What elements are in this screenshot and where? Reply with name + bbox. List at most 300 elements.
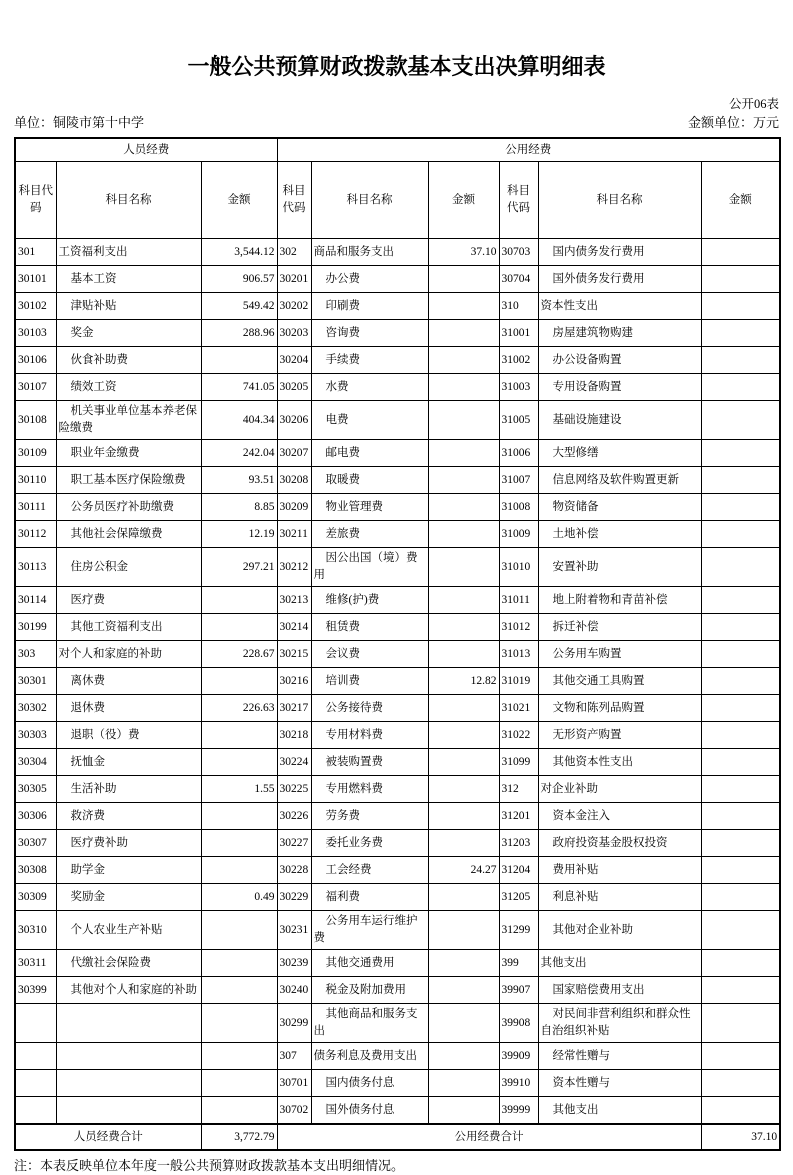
name-cell: 地上附着物和青苗补偿 (538, 587, 701, 614)
code-cell: 30701 (277, 1070, 311, 1097)
amount-cell: 3,544.12 (201, 239, 277, 266)
amount-cell (201, 1097, 277, 1125)
name-cell: 其他对企业补助 (538, 911, 701, 950)
table-row (15, 749, 780, 776)
name-cell: 津贴补贴 (56, 293, 201, 320)
name-cell: 文物和陈列品购置 (538, 695, 701, 722)
code-cell: 31008 (499, 494, 538, 521)
name-cell: 专用材料费 (311, 722, 428, 749)
name-cell: 代缴社会保险费 (56, 950, 201, 977)
name-cell: 其他交通工具购置 (538, 668, 701, 695)
name-cell: 因公出国（境）费用 (311, 548, 428, 587)
name-cell (56, 1043, 201, 1070)
amount-cell (428, 347, 499, 374)
name-cell (56, 1070, 201, 1097)
amount-cell (701, 830, 780, 857)
amount-cell (201, 1070, 277, 1097)
name-cell: 绩效工资 (56, 374, 201, 401)
name-cell: 商品和服务支出 (311, 239, 428, 266)
amount-cell (428, 374, 499, 401)
code-cell: 30227 (277, 830, 311, 857)
name-cell: 租赁费 (311, 614, 428, 641)
amount-cell (201, 347, 277, 374)
code-cell: 30301 (15, 668, 56, 695)
name-cell: 无形资产购置 (538, 722, 701, 749)
table-row (15, 695, 780, 722)
code-cell: 30702 (277, 1097, 311, 1125)
table-row (15, 1097, 780, 1125)
name-cell: 对个人和家庭的补助 (56, 641, 201, 668)
amount-cell (701, 695, 780, 722)
amount-header: 金额 (428, 162, 499, 239)
amount-cell: 288.96 (201, 320, 277, 347)
name-cell: 工会经费 (311, 857, 428, 884)
amount-cell (701, 614, 780, 641)
name-cell: 生活补助 (56, 776, 201, 803)
code-cell: 30226 (277, 803, 311, 830)
amount-cell (428, 494, 499, 521)
name-cell: 公务员医疗补助缴费 (56, 494, 201, 521)
code-cell: 30307 (15, 830, 56, 857)
amount-cell (701, 641, 780, 668)
totals-row (15, 1124, 780, 1150)
name-cell: 物业管理费 (311, 494, 428, 521)
table-row (15, 776, 780, 803)
code-cell: 30205 (277, 374, 311, 401)
name-cell: 职工基本医疗保险缴费 (56, 467, 201, 494)
code-cell: 30306 (15, 803, 56, 830)
name-cell: 税金及附加费用 (311, 977, 428, 1004)
amount-cell (428, 911, 499, 950)
table-row (15, 440, 780, 467)
amount-cell (701, 467, 780, 494)
name-cell: 土地补偿 (538, 521, 701, 548)
table-row (15, 467, 780, 494)
amount-unit-label: 金额单位：万元 (687, 115, 779, 130)
code-cell: 312 (499, 776, 538, 803)
name-cell: 其他支出 (538, 950, 701, 977)
table-body (15, 239, 780, 1125)
table-row (15, 494, 780, 521)
name-cell: 被装购置费 (311, 749, 428, 776)
code-cell: 39999 (499, 1097, 538, 1125)
code-cell: 39909 (499, 1043, 538, 1070)
amount-cell: 404.34 (201, 401, 277, 440)
name-cell: 拆迁补偿 (538, 614, 701, 641)
table-row (15, 950, 780, 977)
amount-cell (428, 830, 499, 857)
amount-cell (428, 1004, 499, 1043)
amount-cell (701, 494, 780, 521)
name-cell (56, 1004, 201, 1043)
amount-cell (701, 857, 780, 884)
name-cell: 大型修缮 (538, 440, 701, 467)
table-row (15, 977, 780, 1004)
amount-cell (428, 1070, 499, 1097)
amount-cell: 0.49 (201, 884, 277, 911)
code-cell: 31001 (499, 320, 538, 347)
name-cell: 办公设备购置 (538, 347, 701, 374)
code-cell: 30225 (277, 776, 311, 803)
code-cell (15, 1097, 56, 1125)
code-cell: 307 (277, 1043, 311, 1070)
amount-header: 金额 (701, 162, 780, 239)
amount-cell (701, 1070, 780, 1097)
amount-cell (701, 320, 780, 347)
amount-cell (701, 803, 780, 830)
code-cell: 30228 (277, 857, 311, 884)
name-cell: 住房公积金 (56, 548, 201, 587)
amount-cell (701, 668, 780, 695)
amount-cell (201, 1043, 277, 1070)
amount-cell (428, 587, 499, 614)
name-cell: 水费 (311, 374, 428, 401)
code-cell: 30308 (15, 857, 56, 884)
code-cell: 30202 (277, 293, 311, 320)
code-cell: 30299 (277, 1004, 311, 1043)
code-cell: 303 (15, 641, 56, 668)
name-cell: 维修(护)费 (311, 587, 428, 614)
public-group-header: 公用经费 (277, 138, 780, 162)
amount-cell (701, 950, 780, 977)
name-cell: 印刷费 (311, 293, 428, 320)
table-row (15, 374, 780, 401)
table-row (15, 614, 780, 641)
public-total-label: 公用经费合计 (277, 1124, 701, 1150)
name-cell: 利息补贴 (538, 884, 701, 911)
name-cell: 劳务费 (311, 803, 428, 830)
name-cell: 退休费 (56, 695, 201, 722)
amount-cell (701, 722, 780, 749)
code-cell: 31204 (499, 857, 538, 884)
name-cell: 国内债务付息 (311, 1070, 428, 1097)
name-cell: 奖金 (56, 320, 201, 347)
table-row (15, 347, 780, 374)
name-cell: 工资福利支出 (56, 239, 201, 266)
code-cell: 310 (499, 293, 538, 320)
name-cell: 国外债务发行费用 (538, 266, 701, 293)
name-cell: 救济费 (56, 803, 201, 830)
amount-cell: 906.57 (201, 266, 277, 293)
code-cell: 30211 (277, 521, 311, 548)
code-cell: 399 (499, 950, 538, 977)
table-row (15, 548, 780, 587)
code-cell: 30114 (15, 587, 56, 614)
name-cell: 培训费 (311, 668, 428, 695)
name-cell: 医疗费补助 (56, 830, 201, 857)
table-row (15, 884, 780, 911)
table-row (15, 857, 780, 884)
name-cell: 资本金注入 (538, 803, 701, 830)
code-cell: 30239 (277, 950, 311, 977)
amount-cell (428, 977, 499, 1004)
amount-cell (428, 722, 499, 749)
code-cell: 30216 (277, 668, 311, 695)
name-cell: 对民间非营利组织和群众性自治组织补贴 (538, 1004, 701, 1043)
code-cell: 31013 (499, 641, 538, 668)
name-cell: 个人农业生产补贴 (56, 911, 201, 950)
amount-cell (428, 1097, 499, 1125)
name-cell: 房屋建筑物购建 (538, 320, 701, 347)
amount-header: 金额 (201, 162, 277, 239)
code-cell: 30109 (15, 440, 56, 467)
name-cell: 退职（役）费 (56, 722, 201, 749)
name-cell: 取暖费 (311, 467, 428, 494)
name-header: 科目名称 (538, 162, 701, 239)
code-cell: 30304 (15, 749, 56, 776)
name-cell: 职业年金缴费 (56, 440, 201, 467)
amount-cell (428, 695, 499, 722)
code-cell: 31205 (499, 884, 538, 911)
name-cell: 经常性赠与 (538, 1043, 701, 1070)
amount-cell (701, 293, 780, 320)
code-header: 科目代码 (277, 162, 311, 239)
code-cell (15, 1070, 56, 1097)
amount-cell: 93.51 (201, 467, 277, 494)
code-cell: 31021 (499, 695, 538, 722)
code-cell: 30217 (277, 695, 311, 722)
meta-row (14, 114, 779, 131)
name-cell: 安置补助 (538, 548, 701, 587)
amount-cell: 228.67 (201, 641, 277, 668)
name-cell: 政府投资基金股权投资 (538, 830, 701, 857)
amount-cell (428, 293, 499, 320)
name-cell: 专用设备购置 (538, 374, 701, 401)
code-cell: 39910 (499, 1070, 538, 1097)
code-cell: 31022 (499, 722, 538, 749)
amount-cell (701, 548, 780, 587)
name-cell: 办公费 (311, 266, 428, 293)
code-cell: 31099 (499, 749, 538, 776)
amount-cell: 24.27 (428, 857, 499, 884)
name-cell: 委托业务费 (311, 830, 428, 857)
amount-cell (428, 401, 499, 440)
table-row (15, 1043, 780, 1070)
code-cell: 30703 (499, 239, 538, 266)
name-cell: 其他交通费用 (311, 950, 428, 977)
name-cell: 邮电费 (311, 440, 428, 467)
amount-cell (428, 803, 499, 830)
code-cell: 30218 (277, 722, 311, 749)
amount-cell: 741.05 (201, 374, 277, 401)
amount-cell (701, 776, 780, 803)
amount-cell (428, 521, 499, 548)
name-cell: 对企业补助 (538, 776, 701, 803)
code-cell: 30240 (277, 977, 311, 1004)
budget-table (14, 137, 781, 1151)
code-header: 科目代码 (15, 162, 56, 239)
table-row (15, 320, 780, 347)
amount-cell: 549.42 (201, 293, 277, 320)
name-cell: 其他资本性支出 (538, 749, 701, 776)
code-cell: 31299 (499, 911, 538, 950)
code-cell: 30213 (277, 587, 311, 614)
code-cell: 31019 (499, 668, 538, 695)
code-header: 科目代码 (499, 162, 538, 239)
amount-cell: 226.63 (201, 695, 277, 722)
code-cell: 30206 (277, 401, 311, 440)
code-cell: 30102 (15, 293, 56, 320)
code-cell: 31006 (499, 440, 538, 467)
amount-cell (428, 614, 499, 641)
amount-cell (201, 977, 277, 1004)
code-cell: 30111 (15, 494, 56, 521)
code-cell: 30204 (277, 347, 311, 374)
amount-cell (701, 587, 780, 614)
amount-cell (428, 950, 499, 977)
amount-cell (701, 440, 780, 467)
name-header: 科目名称 (56, 162, 201, 239)
amount-cell (701, 1043, 780, 1070)
name-cell: 信息网络及软件购置更新 (538, 467, 701, 494)
code-cell: 30399 (15, 977, 56, 1004)
name-cell: 咨询费 (311, 320, 428, 347)
table-id-label: 公开06表 (728, 97, 779, 111)
name-cell: 物资储备 (538, 494, 701, 521)
column-header-row (15, 162, 780, 239)
name-cell: 其他工资福利支出 (56, 614, 201, 641)
amount-cell (428, 641, 499, 668)
name-cell: 机关事业单位基本养老保险缴费 (56, 401, 201, 440)
personnel-total-label: 人员经费合计 (15, 1124, 201, 1150)
code-cell (15, 1004, 56, 1043)
code-cell: 30207 (277, 440, 311, 467)
amount-cell (201, 722, 277, 749)
table-row (15, 521, 780, 548)
table-row (15, 239, 780, 266)
code-cell: 30215 (277, 641, 311, 668)
name-cell: 离休费 (56, 668, 201, 695)
name-cell: 资本性赠与 (538, 1070, 701, 1097)
code-cell: 302 (277, 239, 311, 266)
code-cell: 30107 (15, 374, 56, 401)
personnel-total-amount: 3,772.79 (201, 1124, 277, 1150)
code-cell: 31005 (499, 401, 538, 440)
amount-cell (701, 1004, 780, 1043)
amount-cell (201, 911, 277, 950)
code-cell: 31201 (499, 803, 538, 830)
page-title: 一般公共预算财政拨款基本支出决算明细表 (187, 54, 606, 79)
name-cell: 资本性支出 (538, 293, 701, 320)
code-cell: 30212 (277, 548, 311, 587)
code-cell: 31203 (499, 830, 538, 857)
amount-cell (428, 776, 499, 803)
code-cell: 31010 (499, 548, 538, 587)
table-row (15, 911, 780, 950)
table-row (15, 266, 780, 293)
amount-cell (701, 749, 780, 776)
code-cell: 30309 (15, 884, 56, 911)
code-cell: 30303 (15, 722, 56, 749)
name-header: 科目名称 (311, 162, 428, 239)
section-header-row (15, 138, 780, 162)
amount-cell (701, 521, 780, 548)
code-cell: 30310 (15, 911, 56, 950)
table-row (15, 401, 780, 440)
amount-cell (701, 911, 780, 950)
name-cell: 基本工资 (56, 266, 201, 293)
amount-cell (201, 830, 277, 857)
table-row (15, 1004, 780, 1043)
unit-label: 单位：铜陵市第十中学 (14, 115, 145, 130)
amount-cell (201, 614, 277, 641)
amount-cell (701, 374, 780, 401)
amount-cell (428, 266, 499, 293)
code-cell: 30110 (15, 467, 56, 494)
name-cell: 福利费 (311, 884, 428, 911)
amount-cell (201, 857, 277, 884)
code-cell: 31009 (499, 521, 538, 548)
personnel-group-header: 人员经费 (15, 138, 277, 162)
code-cell: 30113 (15, 548, 56, 587)
name-cell: 抚恤金 (56, 749, 201, 776)
table-row (15, 803, 780, 830)
amount-cell (428, 548, 499, 587)
name-cell: 基础设施建设 (538, 401, 701, 440)
name-cell: 国外债务付息 (311, 1097, 428, 1125)
name-cell: 国家赔偿费用支出 (538, 977, 701, 1004)
name-cell: 专用燃料费 (311, 776, 428, 803)
amount-cell (201, 803, 277, 830)
name-cell: 伙食补助费 (56, 347, 201, 374)
public-total-amount: 37.10 (701, 1124, 780, 1150)
code-cell: 39907 (499, 977, 538, 1004)
amount-cell (701, 266, 780, 293)
amount-cell (701, 884, 780, 911)
name-cell: 费用补贴 (538, 857, 701, 884)
amount-cell (701, 401, 780, 440)
name-cell: 会议费 (311, 641, 428, 668)
code-cell: 30199 (15, 614, 56, 641)
amount-cell (428, 749, 499, 776)
name-cell: 其他支出 (538, 1097, 701, 1125)
amount-cell (701, 347, 780, 374)
name-cell: 其他社会保障缴费 (56, 521, 201, 548)
name-cell: 手续费 (311, 347, 428, 374)
code-cell: 30302 (15, 695, 56, 722)
table-row (15, 830, 780, 857)
amount-cell: 8.85 (201, 494, 277, 521)
code-cell: 30209 (277, 494, 311, 521)
code-cell: 30224 (277, 749, 311, 776)
code-cell: 30101 (15, 266, 56, 293)
code-cell: 30305 (15, 776, 56, 803)
amount-cell (201, 587, 277, 614)
table-row (15, 722, 780, 749)
code-cell: 30229 (277, 884, 311, 911)
amount-cell (428, 320, 499, 347)
table-row (15, 1070, 780, 1097)
code-cell: 30112 (15, 521, 56, 548)
table-row (15, 293, 780, 320)
code-cell: 30214 (277, 614, 311, 641)
name-cell: 公务用车运行维护费 (311, 911, 428, 950)
note-text: 注：本表反映单位本年度一般公共预算财政拨款基本支出明细情况。 (14, 1158, 405, 1173)
name-cell: 公务接待费 (311, 695, 428, 722)
amount-cell: 37.10 (428, 239, 499, 266)
code-cell: 30203 (277, 320, 311, 347)
code-cell: 31012 (499, 614, 538, 641)
amount-cell: 1.55 (201, 776, 277, 803)
name-cell: 其他对个人和家庭的补助 (56, 977, 201, 1004)
code-cell: 30311 (15, 950, 56, 977)
code-cell: 30231 (277, 911, 311, 950)
code-cell: 31003 (499, 374, 538, 401)
name-cell: 医疗费 (56, 587, 201, 614)
code-cell: 30201 (277, 266, 311, 293)
name-cell: 奖励金 (56, 884, 201, 911)
amount-cell (701, 977, 780, 1004)
